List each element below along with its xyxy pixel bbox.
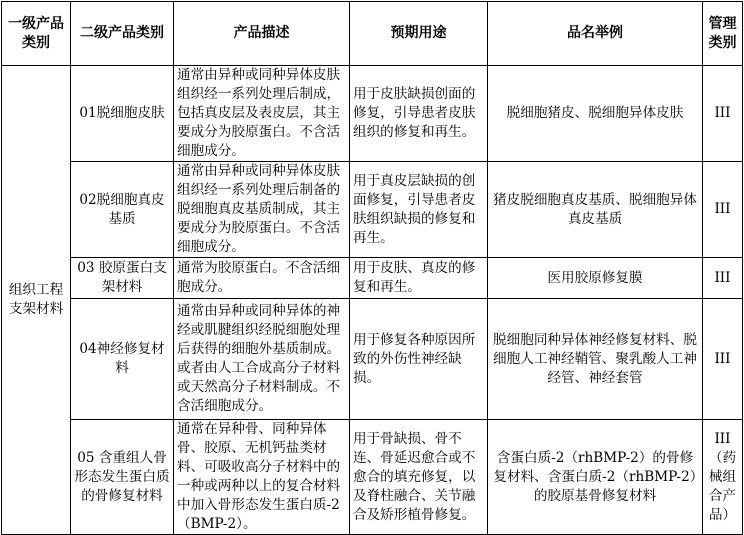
intended-use-cell: 用于修复各种原因所致的外伤性神经缺损。 — [350, 299, 488, 420]
level2-category-cell: 05 含重组人骨形态发生蛋白质的骨修复材料 — [71, 420, 174, 535]
table-row — [2, 299, 743, 420]
header-row — [2, 2, 743, 66]
header-examples: 品名举例 — [488, 2, 703, 66]
management-cell: III — [703, 162, 743, 258]
examples-cell: 脱细胞同种异体神经修复材料、脱细胞人工神经鞘管、聚乳酸人工神经管、神经套管 — [488, 299, 703, 420]
product-classification-table — [1, 1, 743, 535]
intended-use-cell: 用于骨缺损、骨不连、骨延迟愈合或不愈合的填充修复，以及脊柱融合、关节融合及矫形植骨修复。 — [350, 420, 488, 535]
intended-use-cell: 用于皮肤、真皮的修复和再生。 — [350, 258, 488, 299]
header-management: 管理类别 — [703, 2, 743, 66]
intended-use-cell: 用于真皮层缺损的创面修复，引导患者皮肤组织缺损的修复和再生。 — [350, 162, 488, 258]
level2-category-cell: 01脱细胞皮肤 — [71, 66, 174, 162]
examples-cell: 医用胶原修复膜 — [488, 258, 703, 299]
level2-category-cell: 02脱细胞真皮基质 — [71, 162, 174, 258]
header-intended-use: 预期用途 — [350, 2, 488, 66]
table-row — [2, 420, 743, 535]
description-cell: 通常由异种或同种异体的神经或肌腱组织经脱细胞处理后获得的细胞外基质制成。或者由人工合成高分子材料或天然高分子材料制成。不含活细胞成分。 — [174, 299, 350, 420]
level2-category-cell: 03 胶原蛋白支架材料 — [71, 258, 174, 299]
management-cell: III — [703, 66, 743, 162]
header-level1: 一级产品类别 — [2, 2, 71, 66]
management-cell: III — [703, 258, 743, 299]
table-row — [2, 162, 743, 258]
management-cell: III（药械组合产品） — [703, 420, 743, 535]
header-level2: 二级产品类别 — [71, 2, 174, 66]
level2-category-cell: 04神经修复材料 — [71, 299, 174, 420]
header-description: 产品描述 — [174, 2, 350, 66]
description-cell: 通常由异种或同种异体皮肤组织经一系列处理后制成，包括真皮层及表皮层，其主要成分为胶原蛋白。不含活细胞成分。 — [174, 66, 350, 162]
table-wrapper — [1, 1, 743, 535]
description-cell: 通常为胶原蛋白。不含活细胞成分。 — [174, 258, 350, 299]
examples-cell: 含蛋白质-2（rhBMP-2）的骨修复材料、含蛋白质-2（rhBMP-2）的胶原基骨修复材料 — [488, 420, 703, 535]
table-row — [2, 66, 743, 162]
examples-cell: 脱细胞猪皮、脱细胞异体皮肤 — [488, 66, 703, 162]
intended-use-cell: 用于皮肤缺损创面的修复，引导患者皮肤组织的修复和再生。 — [350, 66, 488, 162]
description-cell: 通常在异种骨、同种异体骨、胶原、无机钙盐类材料、可吸收高分子材料中的一种或两种以上的复合材料中加入骨形态发生蛋白质-2（BMP-2）。 — [174, 420, 350, 535]
management-cell: III — [703, 299, 743, 420]
table-row — [2, 258, 743, 299]
examples-cell: 猪皮脱细胞真皮基质、脱细胞异体真皮基质 — [488, 162, 703, 258]
level1-category-cell: 组织工程支架材料 — [2, 66, 71, 535]
description-cell: 通常由异种或同种异体皮肤组织经一系列处理后制备的脱细胞真皮基质制成，其主要成分为胶原蛋白。不含活细胞成分。 — [174, 162, 350, 258]
